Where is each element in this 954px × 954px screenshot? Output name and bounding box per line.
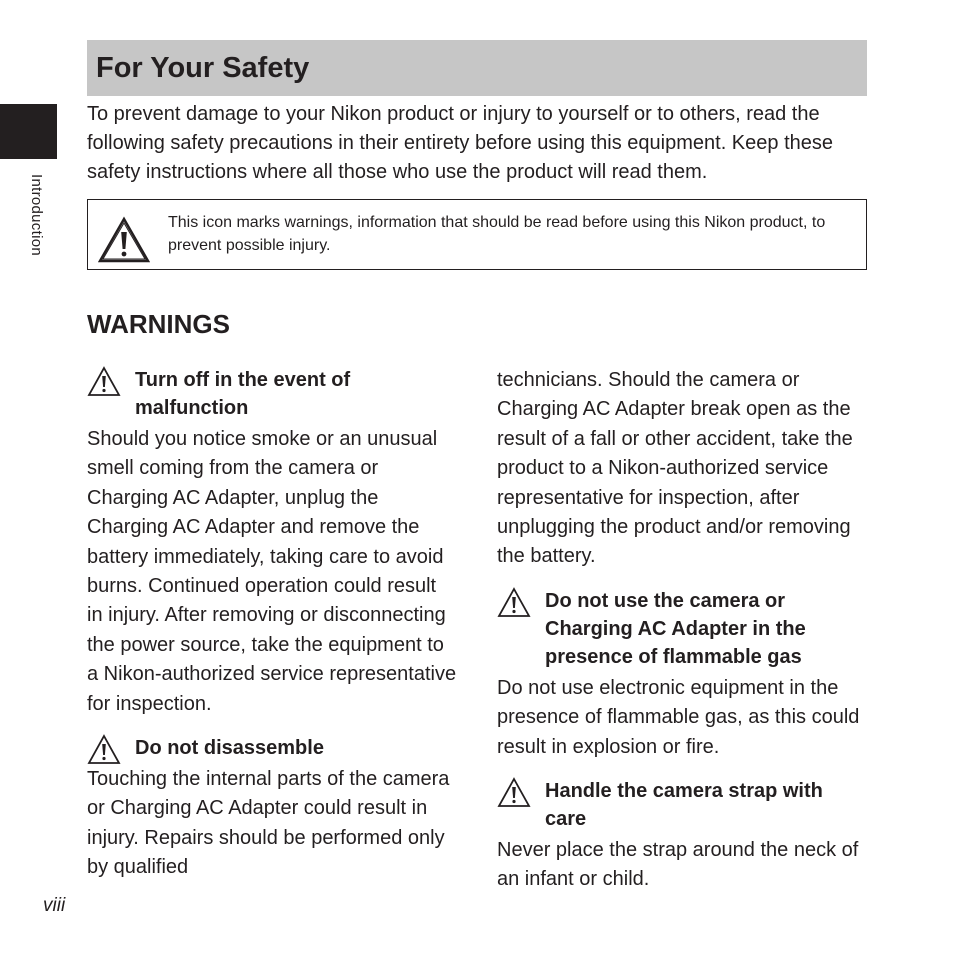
right-column: [497, 366, 867, 895]
warning-item-title: [87, 366, 457, 422]
chapter-label: Introduction: [28, 174, 45, 256]
warning-item-title: [497, 587, 867, 671]
warning-item-body: Touching the internal parts of the camera or Charging AC Adapter could result in injury. Repairs should be performed only by qualified: [87, 768, 450, 879]
warning-triangle-icon: [87, 734, 121, 765]
warning-title-text: Do not disassemble: [135, 737, 324, 760]
chapter-tab: [0, 104, 57, 159]
warning-item-body-continued: technicians. Should the camera or Charging AC Adapter break open as the result of a fall or other accident, take the product to a Nikon-authorized service representative for inspection, after unplugging the product and/or removing the battery.: [497, 369, 853, 568]
warning-item-body: Should you notice smoke or an unusual smell coming from the camera or Charging AC Adapter, unplug the Charging AC Adapter and remove the battery immediately, taking care to avoid burns. Continued operation could result in injury. After removing or disconnecting the power source, take the equipment to a Nikon-authorized service representative for inspection.: [87, 428, 457, 715]
warning-notice-box: [87, 199, 867, 270]
warning-triangle-icon: [497, 777, 531, 808]
title-bar: [87, 40, 867, 96]
warning-title-text: Do not use the camera or Charging AC Adapter in the presence of flammable gas: [545, 589, 806, 668]
section-heading: WARNINGS: [87, 309, 230, 339]
warning-triangle-icon: [87, 366, 121, 397]
notice-text: This icon marks warnings, information that should be read before using this Nikon product, to prevent possible injury.: [168, 214, 826, 254]
warning-item-body: Do not use electronic equipment in the presence of flammable gas, as this could result in explosion or fire.: [497, 676, 860, 758]
warning-item-title: [497, 777, 867, 833]
warning-title-text: Turn off in the event of malfunction: [135, 369, 351, 419]
left-column: [87, 366, 457, 883]
intro-paragraph: To prevent damage to your Nikon product or injury to yourself or to others, read the following safety precautions in their entirety before using this equipment. Keep these safety instructions where all those who use the product will read them.: [87, 103, 833, 183]
warning-triangle-icon: [98, 216, 150, 264]
warning-item-body: Never place the strap around the neck of an infant or child.: [497, 839, 859, 891]
warning-item-title: [87, 734, 457, 762]
page-number: viii: [43, 895, 66, 916]
warning-triangle-icon: [497, 587, 531, 618]
warning-title-text: Handle the camera strap with care: [545, 780, 823, 831]
page-title: For Your Safety: [96, 52, 310, 84]
